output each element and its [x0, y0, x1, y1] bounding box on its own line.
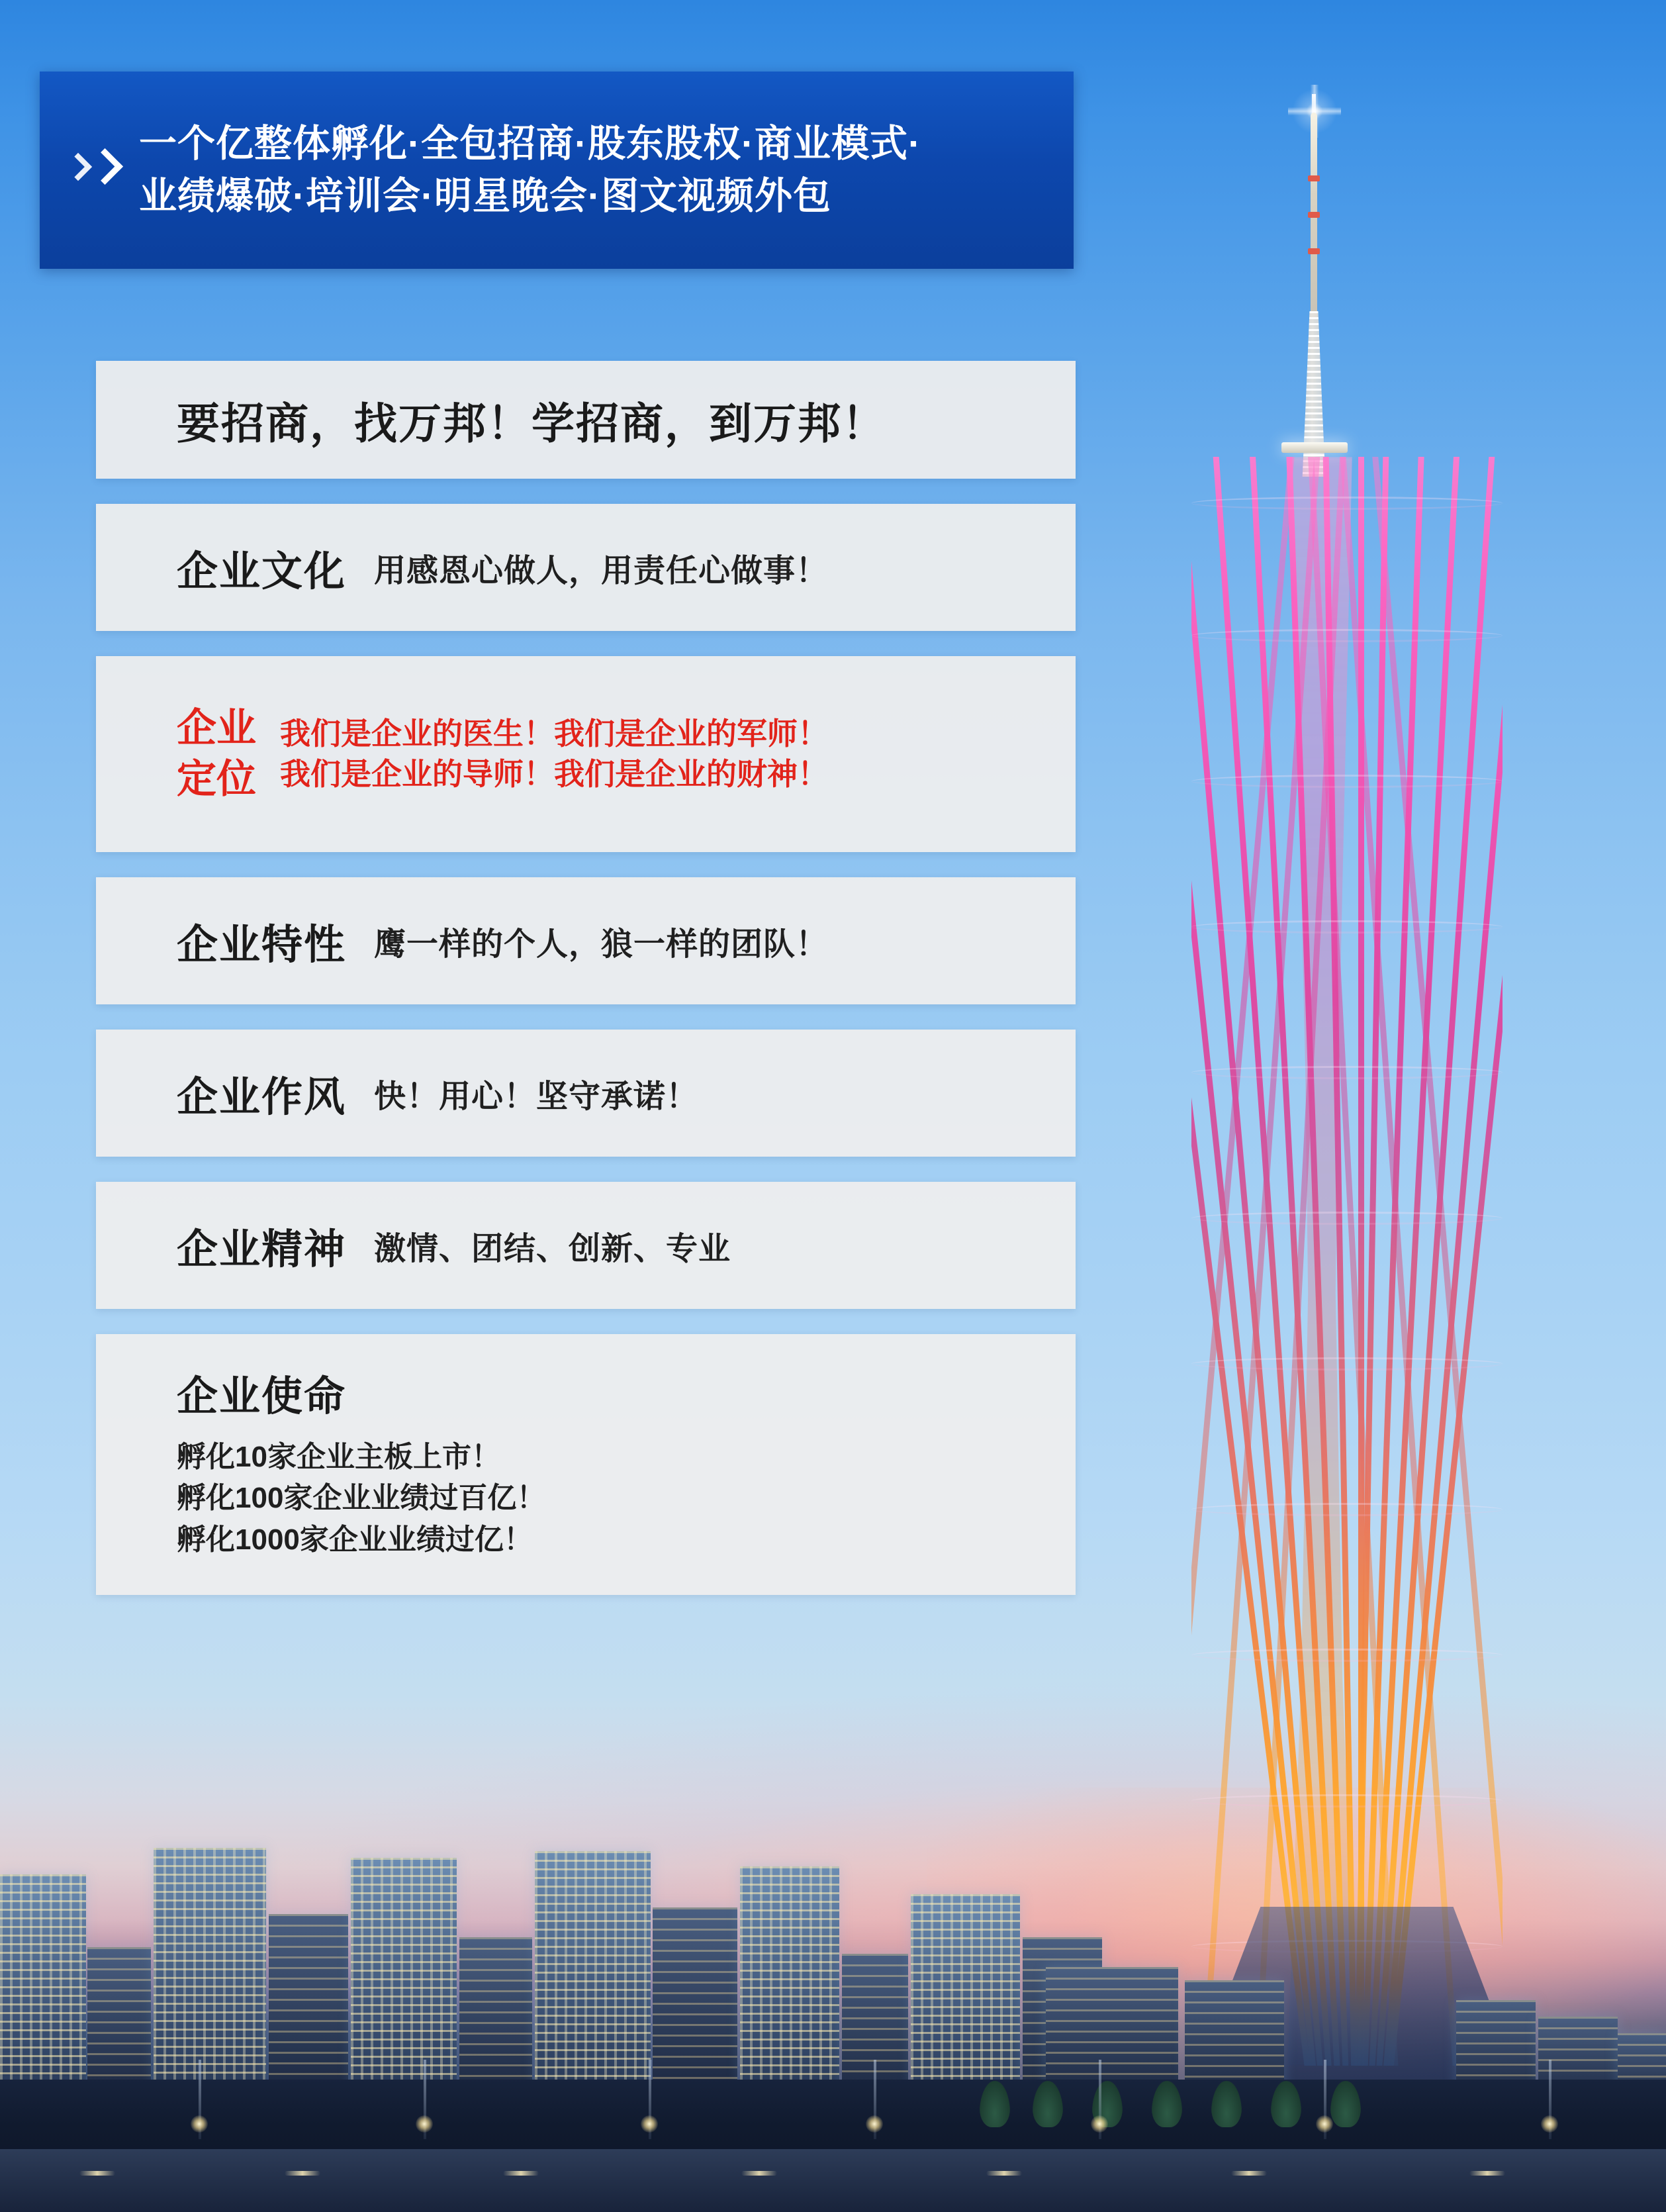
- card-corporate-style: [96, 1030, 1076, 1157]
- banner-line-1: 一个亿整体孵化·全包招商·股东股权·商业模式·: [139, 122, 921, 166]
- spirit-value: 激情、团结、创新、专业: [374, 1231, 731, 1267]
- style-label: 企业作风: [177, 1074, 347, 1120]
- positioning-label-line-2: 定位: [177, 757, 256, 801]
- tower-observation-deck: [1281, 442, 1348, 453]
- character-value: 鹰一样的个人，狼一样的团队！: [374, 926, 829, 962]
- spire-band: [1308, 175, 1320, 181]
- positioning-label-line-1: 企业: [177, 706, 256, 751]
- card-corporate-character: [96, 877, 1076, 1004]
- banner-text: [139, 118, 1074, 222]
- spire-band: [1308, 248, 1320, 254]
- mission-item: 孵化1000家企业业绩过亿！: [177, 1523, 533, 1556]
- positioning-value-line-1: 我们是企业的医生！我们是企业的军师！: [280, 716, 828, 751]
- mission-item: 孵化10家企业主板上市！: [177, 1441, 500, 1473]
- positioning-value-line-2: 我们是企业的导师！我们是企业的财神！: [280, 757, 828, 791]
- card-corporate-positioning: [96, 656, 1076, 852]
- positioning-label: [177, 703, 256, 805]
- character-label: 企业特性: [177, 922, 347, 968]
- spirit-label: 企业精神: [177, 1226, 347, 1273]
- mission-item: 孵化100家企业业绩过百亿！: [177, 1482, 546, 1515]
- mission-title: 企业使命: [177, 1374, 347, 1419]
- double-chevron-right-icon: [40, 150, 139, 191]
- city-skyline: [0, 1761, 1666, 2212]
- card-corporate-mission: [96, 1334, 1076, 1595]
- card-corporate-spirit: [96, 1182, 1076, 1309]
- banner-line-2: 业绩爆破·培训会·明星晚会·图文视频外包: [139, 175, 831, 217]
- culture-value: 用感恩心做人，用责任心做事！: [374, 553, 829, 589]
- highway-band: [0, 2149, 1666, 2212]
- culture-label: 企业文化: [177, 548, 347, 595]
- card-corporate-culture: [96, 504, 1076, 631]
- style-value: 快！用心！坚守承诺！: [374, 1079, 699, 1114]
- header-banner: [40, 72, 1074, 269]
- headline-text: 要招商，找万邦！学招商，到万邦！: [177, 399, 887, 448]
- card-headline: [96, 361, 1076, 479]
- positioning-values: [280, 714, 828, 794]
- spire-band: [1308, 212, 1320, 218]
- content-card-stack: [96, 361, 1076, 1620]
